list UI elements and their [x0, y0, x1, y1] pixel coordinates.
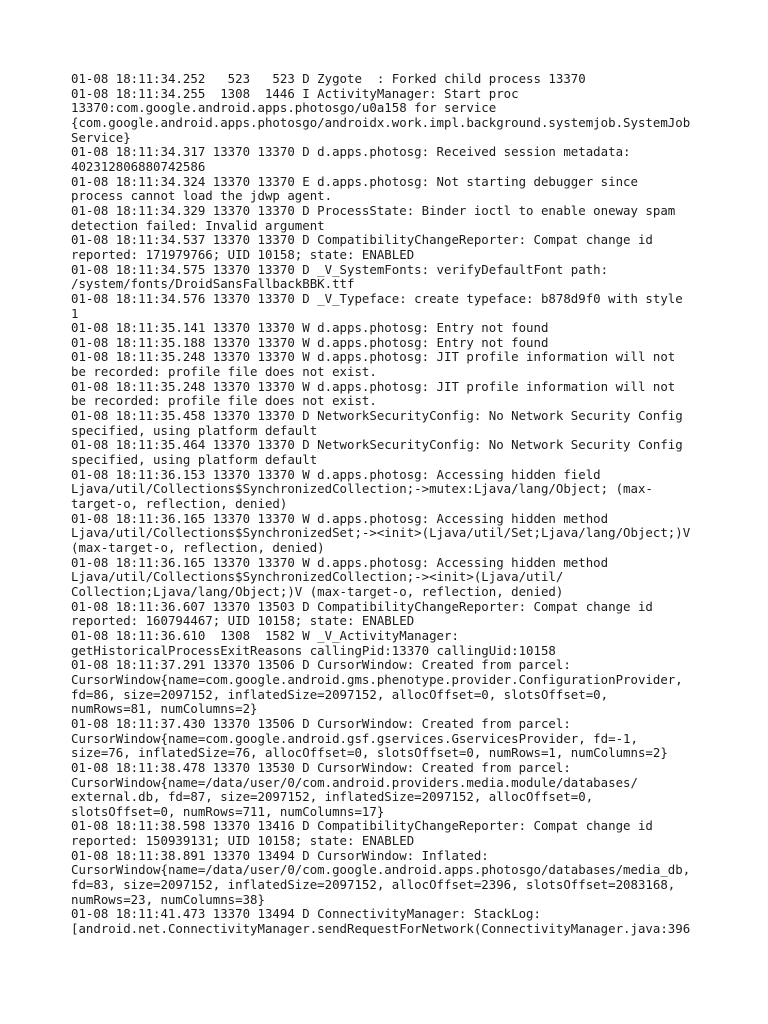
log-line: be recorded: profile file does not exist.: [71, 393, 377, 409]
log-line: 01-08 18:11:36.165 13370 13370 W d.apps.photosg: Accessing hidden method: [71, 554, 609, 570]
log-line: 01-08 18:11:35.248 13370 13370 W d.apps.photosg: JIT profile information will not: [71, 378, 676, 394]
log-line: 01-08 18:11:37.291 13370 13506 D CursorWindow: Created from parcel:: [71, 657, 571, 673]
log-line: 01-08 18:11:34.252 523 523 D Zygote : Forked child process 13370: [71, 71, 586, 86]
log-line: fd=83, size=2097152, inflatedSize=2097152, allocOffset=2396, slotsOffset=2083168,: [71, 877, 676, 893]
log-line: /system/fonts/DroidSansFallbackBBK.ttf: [71, 276, 355, 292]
log-line: target-o, reflection, denied): [71, 496, 288, 512]
log-line: Ljava/util/Collections$SynchronizedSet;-><init>(Ljava/util/Set;Ljava/lang/Object;)V: [71, 525, 691, 541]
log-line: 01-08 18:11:34.324 13370 13370 E d.apps.photosg: Not starting debugger since: [71, 173, 638, 189]
log-line: 01-08 18:11:35.458 13370 13370 D NetworkSecurityConfig: No Network Security Config: [71, 408, 683, 424]
log-line: CursorWindow{name=com.google.android.gsf.gservices.GservicesProvider, fd=-1,: [71, 730, 638, 746]
log-line: Ljava/util/Collections$SynchronizedCollection;->mutex:Ljava/lang/Object; (max-: [71, 481, 653, 497]
log-line: numRows=81, numColumns=2}: [71, 701, 258, 717]
log-line: 01-08 18:11:34.255 1308 1446 I ActivityManager: Start proc: [71, 85, 519, 101]
log-line: CursorWindow{name=/data/user/0/com.google.android.apps.photosgo/databases/media_db,: [71, 862, 691, 878]
log-line: 1: [71, 305, 79, 321]
log-line: 01-08 18:11:34.575 13370 13370 D _V_SystemFonts: verifyDefaultFont path:: [71, 261, 609, 277]
log-line: numRows=23, numColumns=38}: [71, 891, 265, 907]
log-line: 402312806880742586: [71, 158, 206, 174]
log-line: 13370:com.google.android.apps.photosgo/u0a158 for service: [71, 100, 497, 116]
log-line: detection failed: Invalid argument: [71, 217, 325, 233]
log-line: 01-08 18:11:35.464 13370 13370 D NetworkSecurityConfig: No Network Security Config: [71, 437, 683, 453]
log-line: 01-08 18:11:35.248 13370 13370 W d.apps.photosg: JIT profile information will not: [71, 349, 676, 365]
log-line: external.db, fd=87, size=2097152, inflatedSize=2097152, allocOffset=0,: [71, 789, 594, 805]
log-line: [android.net.ConnectivityManager.sendRequestForNetwork(ConnectivityManager.java:396: [71, 921, 691, 937]
log-line: 01-08 18:11:34.317 13370 13370 D d.apps.photosg: Received session metadata:: [71, 144, 631, 160]
log-line: (max-target-o, reflection, denied): [71, 540, 325, 555]
log-line: {com.google.android.apps.photosgo/androidx.work.impl.background.systemjob.SystemJob: [71, 114, 691, 130]
log-line: 01-08 18:11:37.430 13370 13506 D CursorWindow: Created from parcel:: [71, 715, 571, 731]
log-line: Service}: [71, 129, 131, 145]
log-line: 01-08 18:11:36.165 13370 13370 W d.apps.photosg: Accessing hidden method: [71, 510, 609, 526]
log-line: process cannot load the jdwp agent.: [71, 188, 333, 204]
log-line: 01-08 18:11:36.607 13370 13503 D CompatibilityChangeReporter: Compat change id: [71, 598, 653, 614]
log-line: be recorded: profile file does not exist.: [71, 364, 377, 380]
logcat-text-block: [71, 72, 711, 937]
log-line: slotsOffset=0, numRows=711, numColumns=17}: [71, 803, 385, 819]
log-line: specified, using platform default: [71, 422, 318, 438]
log-line: 01-08 18:11:36.153 13370 13370 W d.apps.photosg: Accessing hidden field: [71, 466, 601, 482]
log-line: fd=86, size=2097152, inflatedSize=2097152, allocOffset=0, slotsOffset=0,: [71, 686, 609, 702]
log-line: reported: 150939131; UID 10158; state: ENABLED: [71, 833, 415, 849]
log-line: 01-08 18:11:36.610 1308 1582 W _V_ActivityManager:: [71, 627, 459, 643]
log-line: reported: 171979766; UID 10158; state: ENABLED: [71, 246, 415, 262]
log-line: Ljava/util/Collections$SynchronizedCollection;-><init>(Ljava/util/: [71, 569, 564, 585]
log-line: 01-08 18:11:34.537 13370 13370 D CompatibilityChangeReporter: Compat change id: [71, 232, 653, 248]
log-line: Collection;Ljava/lang/Object;)V (max-target-o, reflection, denied): [71, 583, 564, 599]
log-line: 01-08 18:11:35.141 13370 13370 W d.apps.photosg: Entry not found: [71, 320, 549, 336]
log-line: CursorWindow{name=com.google.android.gms.phenotype.provider.ConfigurationProvider,: [71, 671, 683, 687]
log-line: reported: 160794467; UID 10158; state: ENABLED: [71, 613, 415, 629]
log-line: getHistoricalProcessExitReasons callingPid:13370 callingUid:10158: [71, 642, 556, 658]
log-line: size=76, inflatedSize=76, allocOffset=0, slotsOffset=0, numRows=1, numColumns=2}: [71, 745, 668, 761]
log-line: 01-08 18:11:38.598 13370 13416 D CompatibilityChangeReporter: Compat change id: [71, 818, 653, 834]
log-line: 01-08 18:11:38.478 13370 13530 D CursorWindow: Created from parcel:: [71, 759, 571, 775]
log-line: 01-08 18:11:35.188 13370 13370 W d.apps.photosg: Entry not found: [71, 334, 549, 350]
log-line: specified, using platform default: [71, 452, 318, 468]
log-line: CursorWindow{name=/data/user/0/com.android.providers.media.module/databases/: [71, 774, 638, 790]
log-line: 01-08 18:11:38.891 13370 13494 D CursorWindow: Inflated:: [71, 847, 489, 863]
log-line: 01-08 18:11:34.329 13370 13370 D ProcessState: Binder ioctl to enable oneway spam: [71, 202, 676, 218]
log-line: 01-08 18:11:34.576 13370 13370 D _V_Typeface: create typeface: b878d9f0 with style: [71, 290, 683, 306]
log-line: 01-08 18:11:41.473 13370 13494 D ConnectivityManager: StackLog:: [71, 906, 541, 922]
